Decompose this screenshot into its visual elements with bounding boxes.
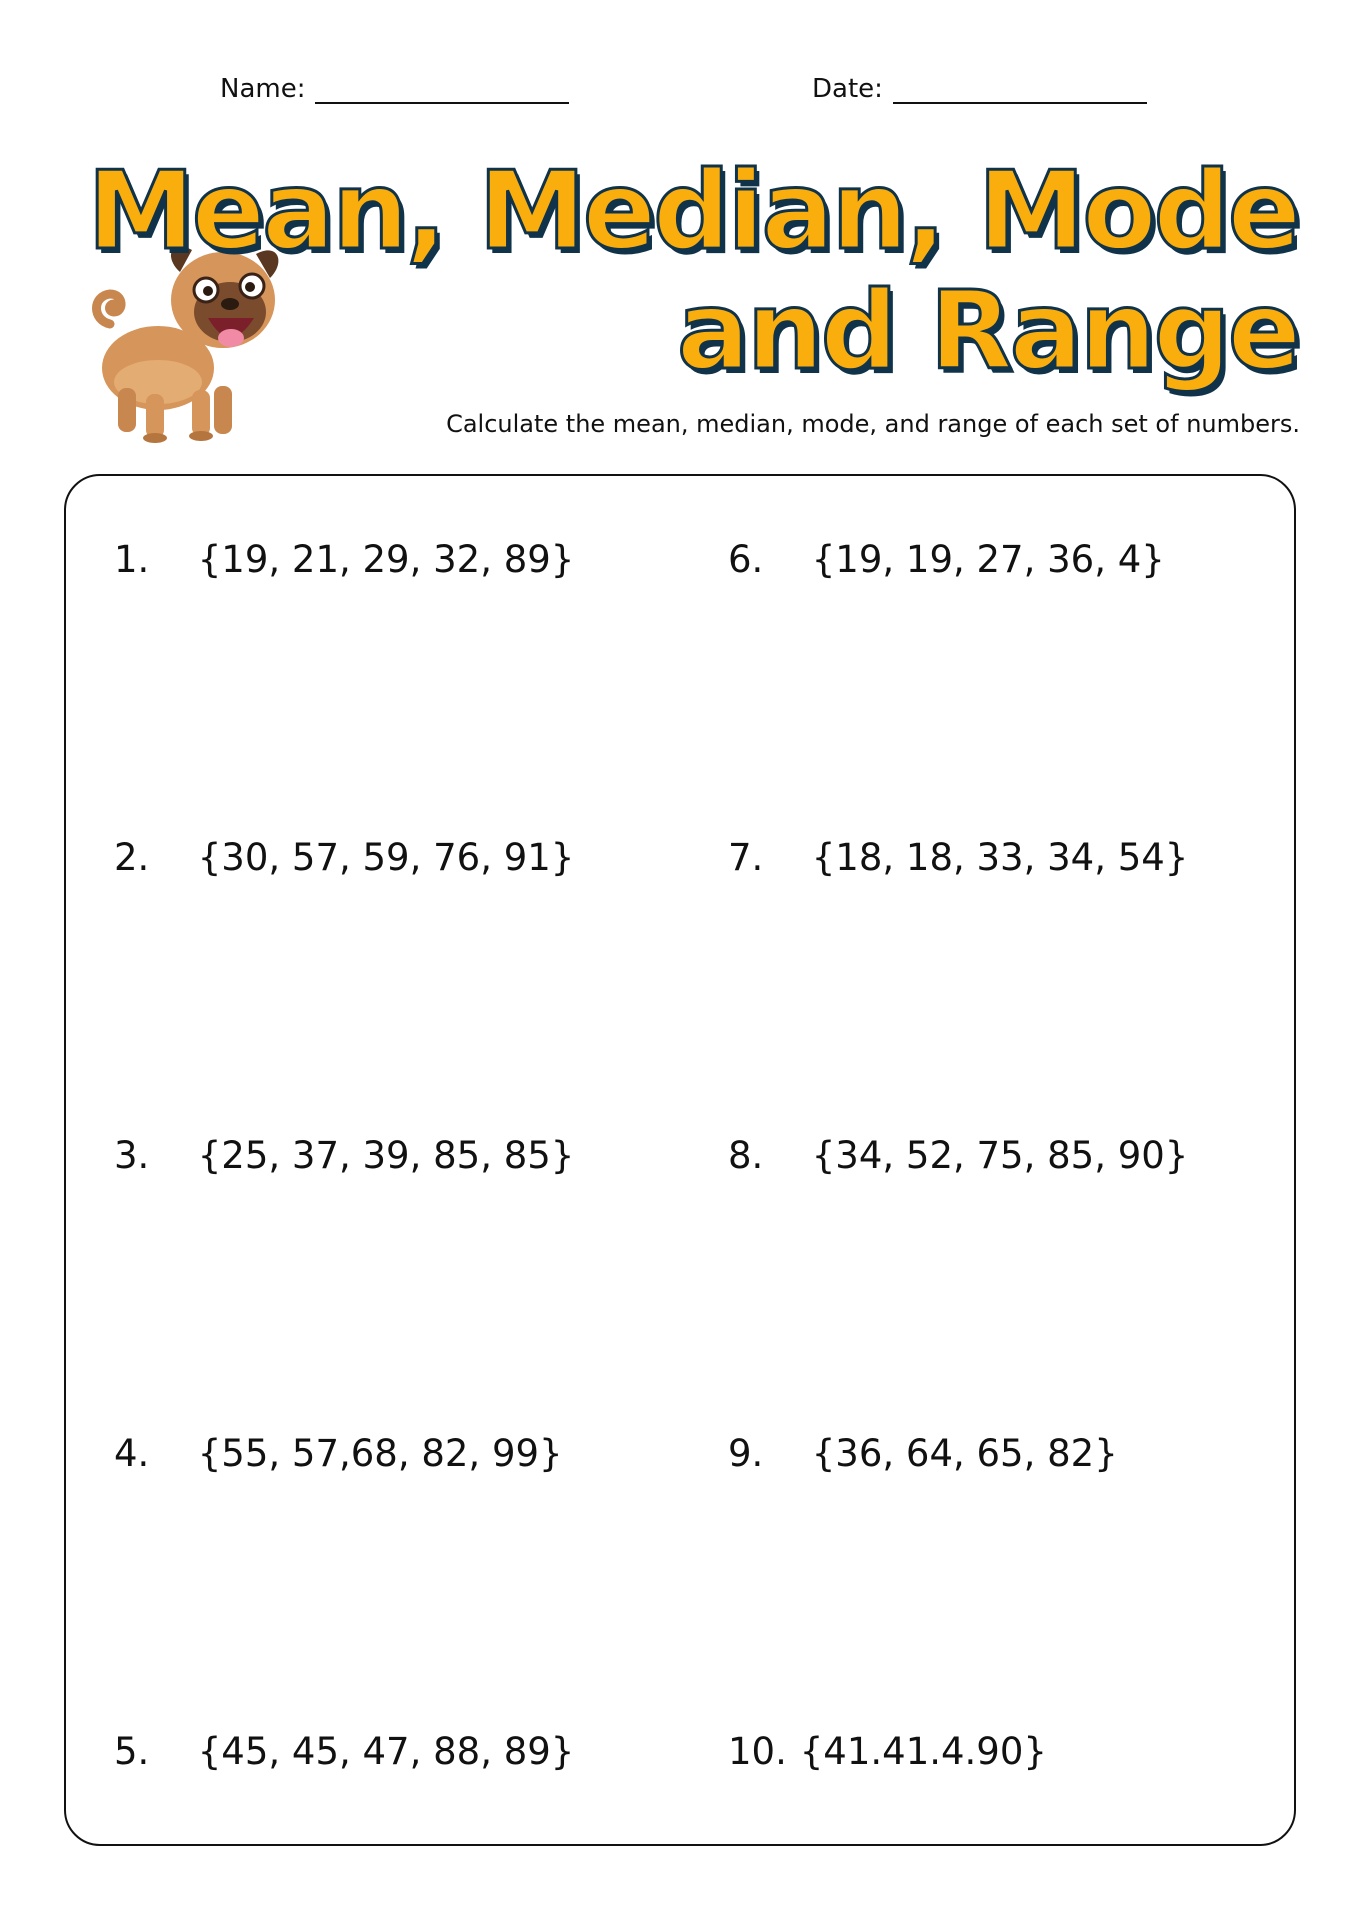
date-label: Date:	[812, 74, 883, 104]
name-label: Name:	[220, 74, 306, 104]
problem-number: 9.	[728, 1432, 764, 1475]
problem-number: 10.	[728, 1730, 787, 1773]
instructions-text: Calculate the mean, median, mode, and range of each set of numbers.	[446, 410, 1300, 438]
problem-number: 8.	[728, 1134, 764, 1177]
problem-set: {45, 45, 47, 88, 89}	[197, 1730, 575, 1773]
problem-item	[728, 1432, 1118, 1476]
problem-set: {30, 57, 59, 76, 91}	[197, 836, 575, 879]
problem-set: {25, 37, 39, 85, 85}	[197, 1134, 575, 1177]
problem-number: 5.	[114, 1730, 150, 1773]
problem-item	[728, 538, 1165, 582]
problem-set: {19, 19, 27, 36, 4}	[811, 538, 1165, 581]
problem-set: {19, 21, 29, 32, 89}	[197, 538, 575, 581]
title-line-2: and Range	[676, 269, 1298, 394]
problem-set: {41.41.4.90}	[799, 1730, 1047, 1773]
problem-item	[114, 1432, 563, 1476]
problem-item	[114, 1134, 574, 1178]
problem-set: {36, 64, 65, 82}	[811, 1432, 1118, 1475]
problem-set: {34, 52, 75, 85, 90}	[811, 1134, 1189, 1177]
worksheet-title	[87, 149, 1298, 394]
problem-number: 4.	[114, 1432, 150, 1475]
problem-number: 1.	[114, 538, 150, 581]
problem-item	[114, 836, 574, 880]
date-field[interactable]	[812, 74, 1147, 104]
problem-item	[114, 1730, 574, 1774]
title-line-1: Mean, Median, Mode	[87, 149, 1298, 274]
problem-number: 2.	[114, 836, 150, 879]
name-blank-line[interactable]	[315, 76, 569, 104]
name-field[interactable]	[220, 74, 569, 104]
problem-item	[728, 1134, 1188, 1178]
problem-number: 7.	[728, 836, 764, 879]
problem-item	[728, 836, 1188, 880]
problem-item	[728, 1730, 1047, 1774]
problem-item	[114, 538, 574, 582]
problem-number: 3.	[114, 1134, 150, 1177]
problem-set: {18, 18, 33, 34, 54}	[811, 836, 1189, 879]
date-blank-line[interactable]	[893, 76, 1147, 104]
problem-number: 6.	[728, 538, 764, 581]
problem-set: {55, 57,68, 82, 99}	[197, 1432, 563, 1475]
